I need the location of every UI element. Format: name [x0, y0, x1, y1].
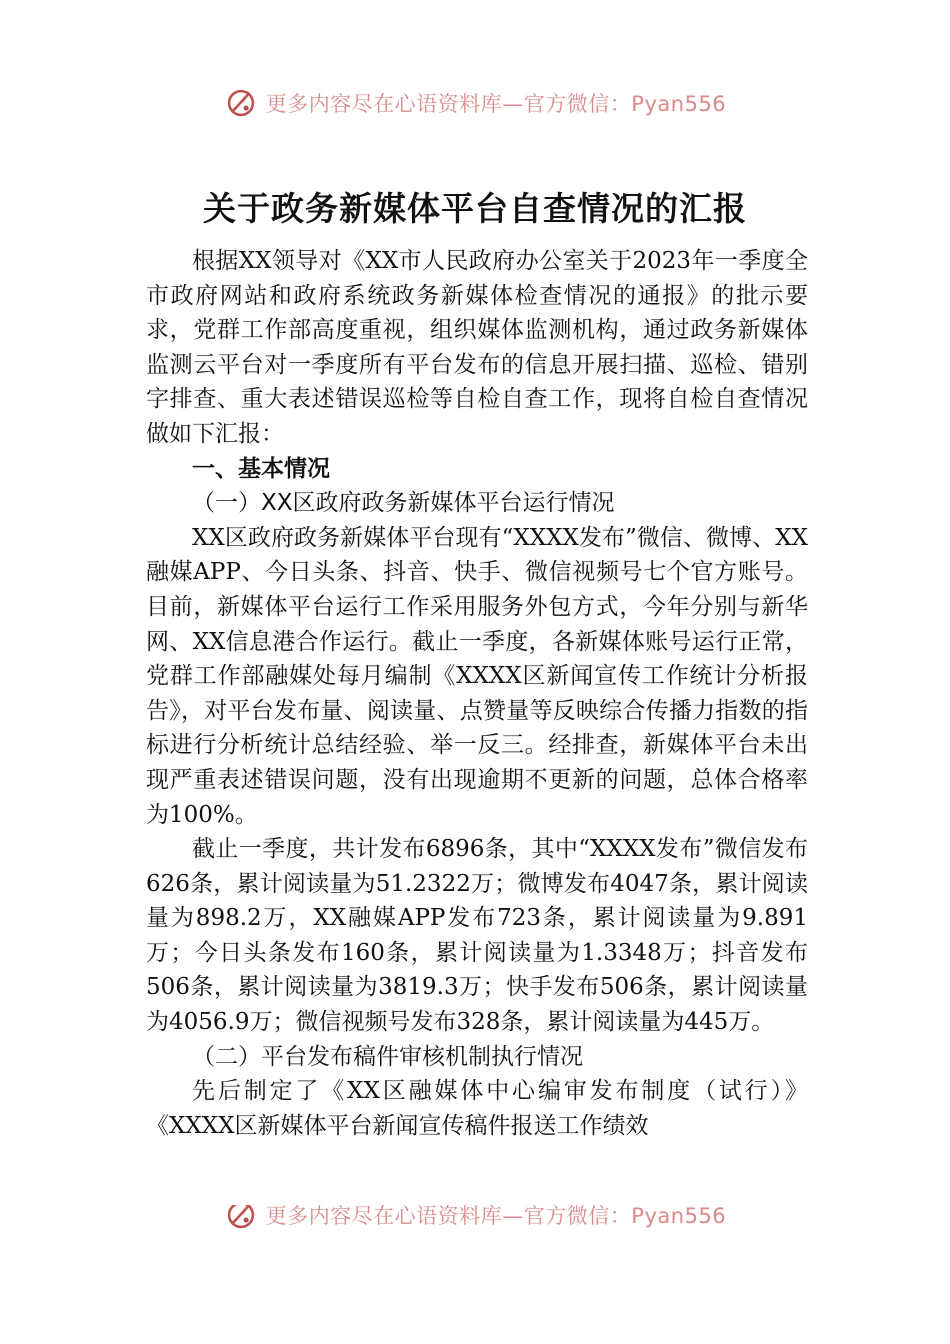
platform-operation-paragraph: XX区政府政务新媒体平台现有“XXXX发布”微信、微博、XX融媒APP、今日头条、抖音、快手、微信视频号七个官方账号。目前，新媒体平台运行工作采用服务外包方式，今年分别与新华网、XX信息港合作运行。截止一季度，各新媒体账号运行正常，党群工作部融媒处每月编制《XXXX区新闻宣传工作统计分析报告》，对平台发布量、阅读量、点赞量等反映综合传播力指数的指标进行分析统计总结经验、举一反三。经排查，新媒体平台未出现严重表述错误问题，没有出现逾期不更新的问题，总体合格率为100%。 — [146, 524, 808, 828]
watermark-footer — [0, 1205, 950, 1237]
subsection-heading-platform-operation: （一）XX区政府政务新媒体平台运行情况 — [192, 490, 615, 517]
intro-paragraph: 根据XX领导对《XX市人民政府办公室关于2023年一季度全市政府网站和政府系统政务新媒体检查情况的通报》的批示要求，党群工作部高度重视，组织媒体监测机构，通过政务新媒体监测云平台对一季度所有平台发布的信息开展扫描、巡检、错别字排查、重大表述错误巡检等自检自查工作，现将自检自查情况做如下汇报： — [146, 248, 808, 447]
watermark-header — [0, 83, 950, 123]
pen-logo-icon — [224, 1205, 258, 1232]
publication-statistics-paragraph: 截止一季度，共计发布6896条，其中“XXXX发布”微信发布626条，累计阅读量为51.2322万；微博发布4047条，累计阅读量为898.2万，XX融媒APP发布723条，累计阅读量为9.891万；今日头条发布160条，累计阅读量为1.3348万；抖音发布506条，累计阅读量为3819.3万；快手发布506条，累计阅读量为4056.9万；微信视频号发布328条，累计阅读量为445万。 — [146, 836, 808, 1036]
document-title: 关于政务新媒体平台自查情况的汇报 — [203, 189, 747, 228]
watermark-text: 更多内容尽在心语资料库—官方微信：Pyan556 — [265, 1205, 727, 1228]
watermark-text: 更多内容尽在心语资料库—官方微信：Pyan556 — [265, 92, 727, 116]
subsection-heading-review-mechanism: （二）平台发布稿件审核机制执行情况 — [192, 1043, 583, 1070]
review-mechanism-paragraph: 先后制定了《XX区融媒体中心编审发布制度（试行）》《XXXX区新媒体平台新闻宣传稿件报送工作绩效 — [146, 1078, 808, 1139]
section-heading-basic-situation: 一、基本情况 — [192, 455, 330, 482]
pen-logo-icon — [224, 86, 258, 120]
document-body — [146, 244, 808, 1143]
